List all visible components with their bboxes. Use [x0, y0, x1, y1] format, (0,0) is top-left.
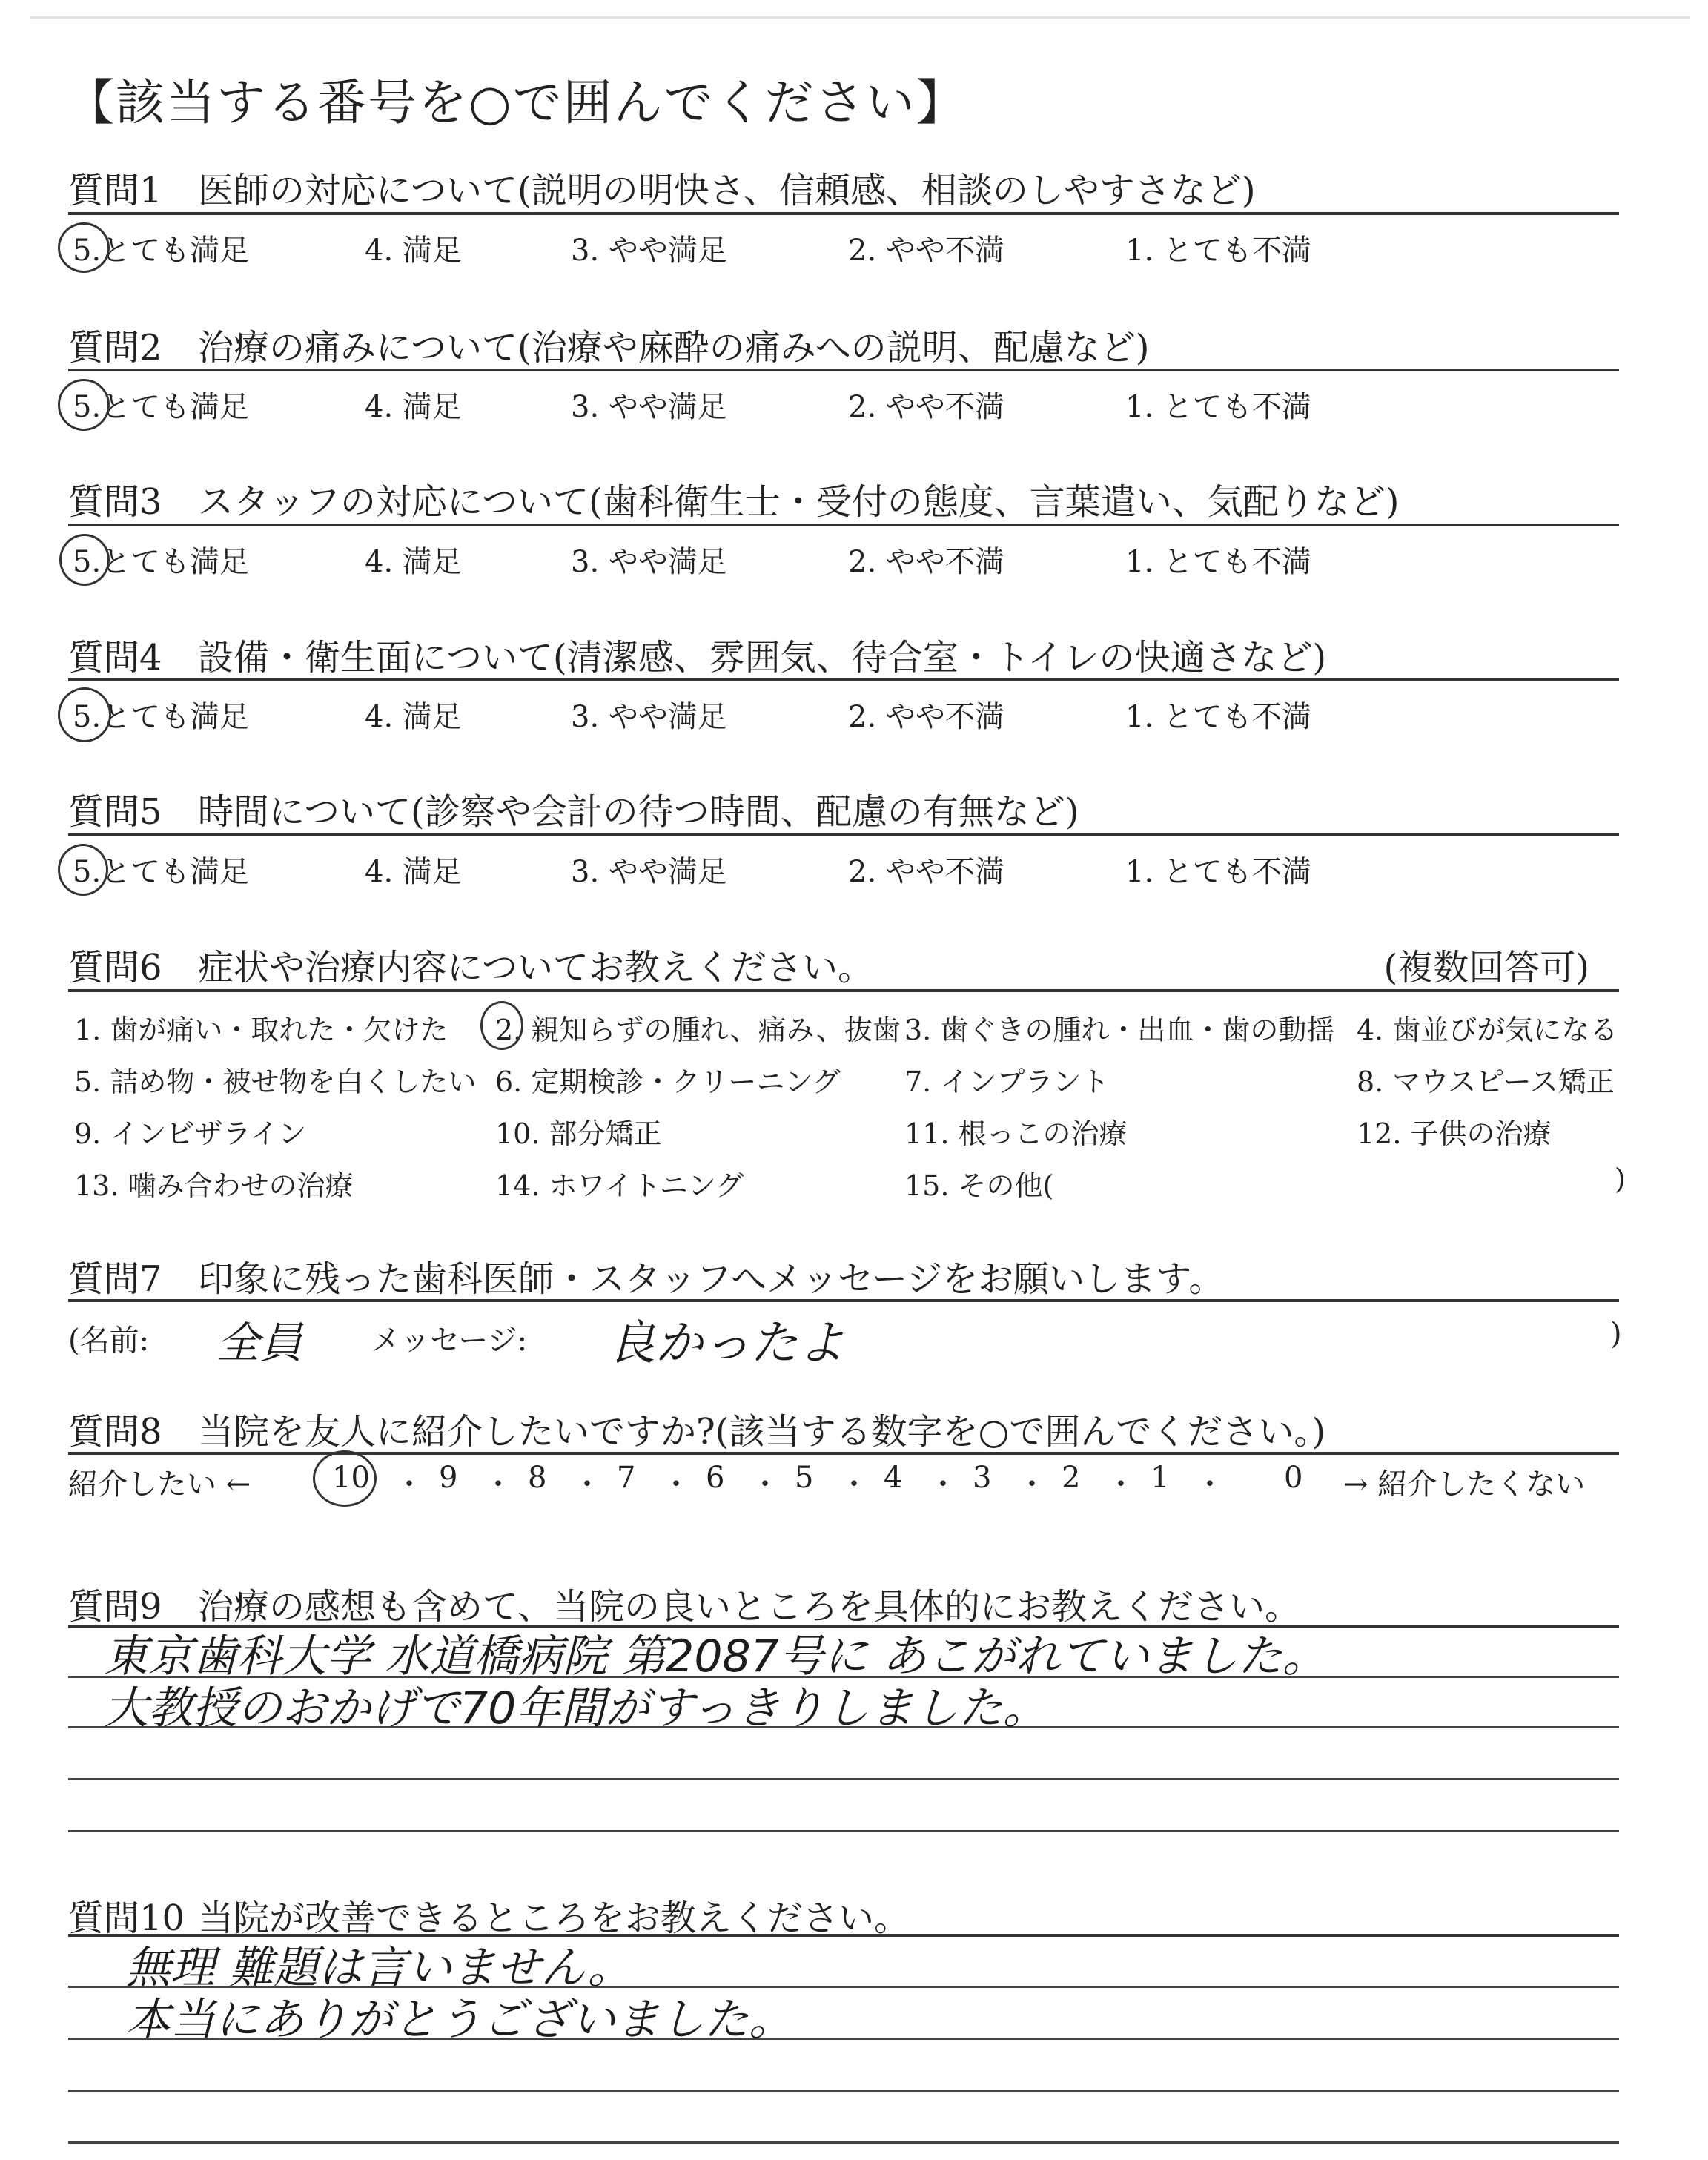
- question-number: 質問3: [68, 481, 162, 523]
- question-5: [68, 783, 1079, 834]
- message-label: メッセージ:: [371, 1324, 528, 1358]
- scale-separator: ・: [750, 1467, 780, 1502]
- rating-options-2: [68, 383, 1619, 428]
- scale-value[interactable]: 8: [528, 1461, 547, 1495]
- scale-separator: ・: [839, 1467, 869, 1502]
- divider: [68, 989, 1619, 992]
- other-close-paren: ): [1615, 1163, 1626, 1195]
- question-8: [68, 1403, 1325, 1454]
- divider: [68, 1299, 1619, 1302]
- answer-handwritten-line: 東京歯科大学 水道橋病院 第2087号に あこがれていました。: [104, 1631, 1327, 1682]
- answer-line: [68, 2090, 1619, 2092]
- scale-separator: ・: [1195, 1467, 1225, 1502]
- option-1[interactable]: 1. とても不満: [1125, 700, 1311, 734]
- scale-value[interactable]: 4: [884, 1461, 903, 1495]
- selection-circle: [313, 1450, 377, 1507]
- close-paren: ): [1610, 1317, 1622, 1351]
- option-4[interactable]: 4. 満足: [365, 234, 462, 268]
- scale-value[interactable]: 10: [332, 1461, 370, 1495]
- treatment-item[interactable]: 8. マウスピース矯正: [1357, 1066, 1615, 1098]
- question-text: 当院が改善できるところをお教えください。: [198, 1898, 910, 1939]
- question-6: [68, 939, 1619, 990]
- option-3[interactable]: 3. やや満足: [571, 700, 727, 734]
- option-3[interactable]: 3. やや満足: [571, 855, 727, 889]
- scale-right-label: → 紹介したくない: [1343, 1467, 1586, 1502]
- scale-value[interactable]: 0: [1284, 1461, 1303, 1495]
- answer-handwritten-line: 本当にありがとうございました。: [126, 1994, 793, 2046]
- selection-circle: [59, 534, 110, 586]
- divider: [68, 1452, 1619, 1455]
- divider: [68, 833, 1619, 836]
- selection-circle: [58, 379, 110, 431]
- option-4[interactable]: 4. 満足: [365, 390, 462, 424]
- divider: [68, 369, 1619, 371]
- option-1[interactable]: 1. とても不満: [1125, 390, 1311, 424]
- answer-handwritten-line: 大教授のおかげで70年間がすっきりしました。: [104, 1682, 1047, 1734]
- treatment-item[interactable]: 13. 噛み合わせの治療: [74, 1169, 354, 1202]
- rating-options-5: [68, 848, 1619, 893]
- selection-circle: [58, 687, 111, 742]
- scale-separator: ・: [928, 1467, 958, 1502]
- option-4[interactable]: 4. 満足: [365, 855, 462, 889]
- multi-answer-note: (複数回答可): [1383, 947, 1589, 988]
- scale-value[interactable]: 5: [795, 1461, 814, 1495]
- question-number: 質問4: [68, 637, 162, 678]
- treatment-item[interactable]: 11. 根っこの治療: [904, 1117, 1128, 1150]
- scale-value[interactable]: 7: [617, 1461, 636, 1495]
- question-number: 質問10: [68, 1898, 185, 1939]
- scale-separator: ・: [394, 1467, 424, 1502]
- rating-options-1: [68, 227, 1619, 271]
- question-text: 医師の対応について(説明の明快さ、信頼感、相談のしやすさなど): [198, 170, 1256, 211]
- scale-value[interactable]: 2: [1062, 1461, 1081, 1495]
- treatment-item[interactable]: 6. 定期検診・クリーニング: [495, 1066, 841, 1098]
- question-text: スタッフの対応について(歯科衛生士・受付の態度、言葉遣い、気配りなど): [198, 481, 1400, 523]
- question-text: 時間について(診察や会計の待つ時間、配慮の有無など): [198, 791, 1079, 833]
- scale-separator: ・: [1106, 1467, 1136, 1502]
- treatment-item[interactable]: 12. 子供の治療: [1357, 1117, 1552, 1150]
- option-4[interactable]: 4. 満足: [365, 700, 462, 734]
- scale-value[interactable]: 1: [1151, 1461, 1170, 1495]
- page-title: 【該当する番号を○で囲んでください】: [65, 74, 967, 131]
- name-label: (名前:: [68, 1324, 150, 1358]
- answer-line: [68, 1778, 1619, 1780]
- question-7: [68, 1250, 1224, 1301]
- treatment-item[interactable]: 14. ホワイトニング: [495, 1169, 744, 1202]
- question-number: 質問9: [68, 1586, 162, 1628]
- question-text: 当院を友人に紹介したいですか?(該当する数字を○で囲んでください。): [198, 1411, 1326, 1453]
- scale-left-label: 紹介したい ←: [68, 1467, 251, 1502]
- question-number: 質問1: [68, 170, 162, 211]
- scale-value[interactable]: 3: [973, 1461, 992, 1495]
- treatment-item[interactable]: 1. 歯が痛い・取れた・欠けた: [74, 1014, 448, 1046]
- answer-line: [68, 2141, 1619, 2144]
- scale-separator: ・: [572, 1467, 602, 1502]
- scale-separator: ・: [1017, 1467, 1047, 1502]
- treatment-item[interactable]: 2. 親知らずの腫れ、痛み、抜歯: [495, 1014, 901, 1046]
- question-1: [68, 162, 1256, 213]
- option-3[interactable]: 3. やや満足: [571, 234, 727, 268]
- selection-circle: [58, 844, 108, 896]
- answer-line: [68, 1830, 1619, 1832]
- treatment-checklist: [74, 1007, 1626, 1229]
- divider: [68, 524, 1619, 526]
- option-5[interactable]: 5.とても満足: [73, 545, 250, 579]
- scale-value[interactable]: 6: [706, 1461, 725, 1495]
- question-text: 治療の感想も含めて、当院の良いところを具体的にお教えください。: [198, 1586, 1301, 1628]
- message-row: [68, 1312, 1622, 1371]
- option-1[interactable]: 1. とても不満: [1125, 545, 1311, 579]
- question-3: [68, 473, 1400, 524]
- question-number: 質問8: [68, 1411, 162, 1453]
- question-number: 質問7: [68, 1258, 162, 1300]
- question-text: 印象に残った歯科医師・スタッフへメッセージをお願いします。: [198, 1258, 1225, 1300]
- option-5[interactable]: 5.とても満足: [73, 855, 250, 889]
- question-number: 質問2: [68, 327, 162, 369]
- treatment-item[interactable]: 9. インビザライン: [74, 1117, 307, 1150]
- divider: [68, 678, 1619, 681]
- treatment-item[interactable]: 5. 詰め物・被せ物を白くしたい: [74, 1066, 477, 1098]
- question-text: 治療の痛みについて(治療や麻酔の痛みへの説明、配慮など): [198, 327, 1150, 369]
- answer-handwritten-line: 無理 難題は言いません。: [126, 1942, 632, 1994]
- treatment-item[interactable]: 15. その他(: [904, 1169, 1054, 1202]
- option-2[interactable]: 2. やや不満: [848, 855, 1004, 889]
- question-text: 症状や治療内容についてお教えください。: [198, 947, 874, 988]
- question-number: 質問6: [68, 947, 162, 988]
- scale-separator: ・: [483, 1467, 513, 1502]
- option-5[interactable]: 5.とても満足: [73, 700, 250, 734]
- option-2[interactable]: 2. やや不満: [848, 700, 1004, 734]
- message-handwritten: 良かったよ: [608, 1316, 845, 1371]
- treatment-item[interactable]: 3. 歯ぐきの腫れ・出血・歯の動揺: [904, 1014, 1335, 1046]
- treatment-item[interactable]: 4. 歯並びが気になる: [1357, 1014, 1618, 1046]
- question-2: [68, 319, 1150, 370]
- selection-circle: [480, 1001, 523, 1050]
- rating-options-4: [68, 693, 1619, 738]
- option-2[interactable]: 2. やや不満: [848, 390, 1004, 424]
- scale-value[interactable]: 9: [439, 1461, 458, 1495]
- question-text: 設備・衛生面について(清潔感、雰囲気、待合室・トイレの快適さなど): [198, 637, 1327, 678]
- option-1[interactable]: 1. とても不満: [1125, 234, 1311, 268]
- treatment-item[interactable]: 10. 部分矯正: [495, 1117, 662, 1150]
- option-3[interactable]: 3. やや満足: [571, 545, 727, 579]
- option-1[interactable]: 1. とても不満: [1125, 855, 1311, 889]
- question-number: 質問5: [68, 791, 162, 833]
- divider: [68, 212, 1619, 215]
- option-5[interactable]: 5.とても満足: [73, 234, 250, 268]
- scale-separator: ・: [661, 1467, 691, 1502]
- option-5[interactable]: 5.とても満足: [73, 390, 250, 424]
- question-4: [68, 629, 1326, 680]
- treatment-item[interactable]: 7. インプラント: [904, 1066, 1110, 1098]
- option-2[interactable]: 2. やや不満: [848, 234, 1004, 268]
- rating-options-3: [68, 538, 1619, 583]
- selection-circle: [58, 222, 110, 273]
- name-handwritten: 全員: [216, 1318, 303, 1368]
- option-2[interactable]: 2. やや不満: [848, 545, 1004, 579]
- page-top-edge: [30, 16, 1690, 19]
- option-3[interactable]: 3. やや満足: [571, 390, 727, 424]
- option-4[interactable]: 4. 満足: [365, 545, 462, 579]
